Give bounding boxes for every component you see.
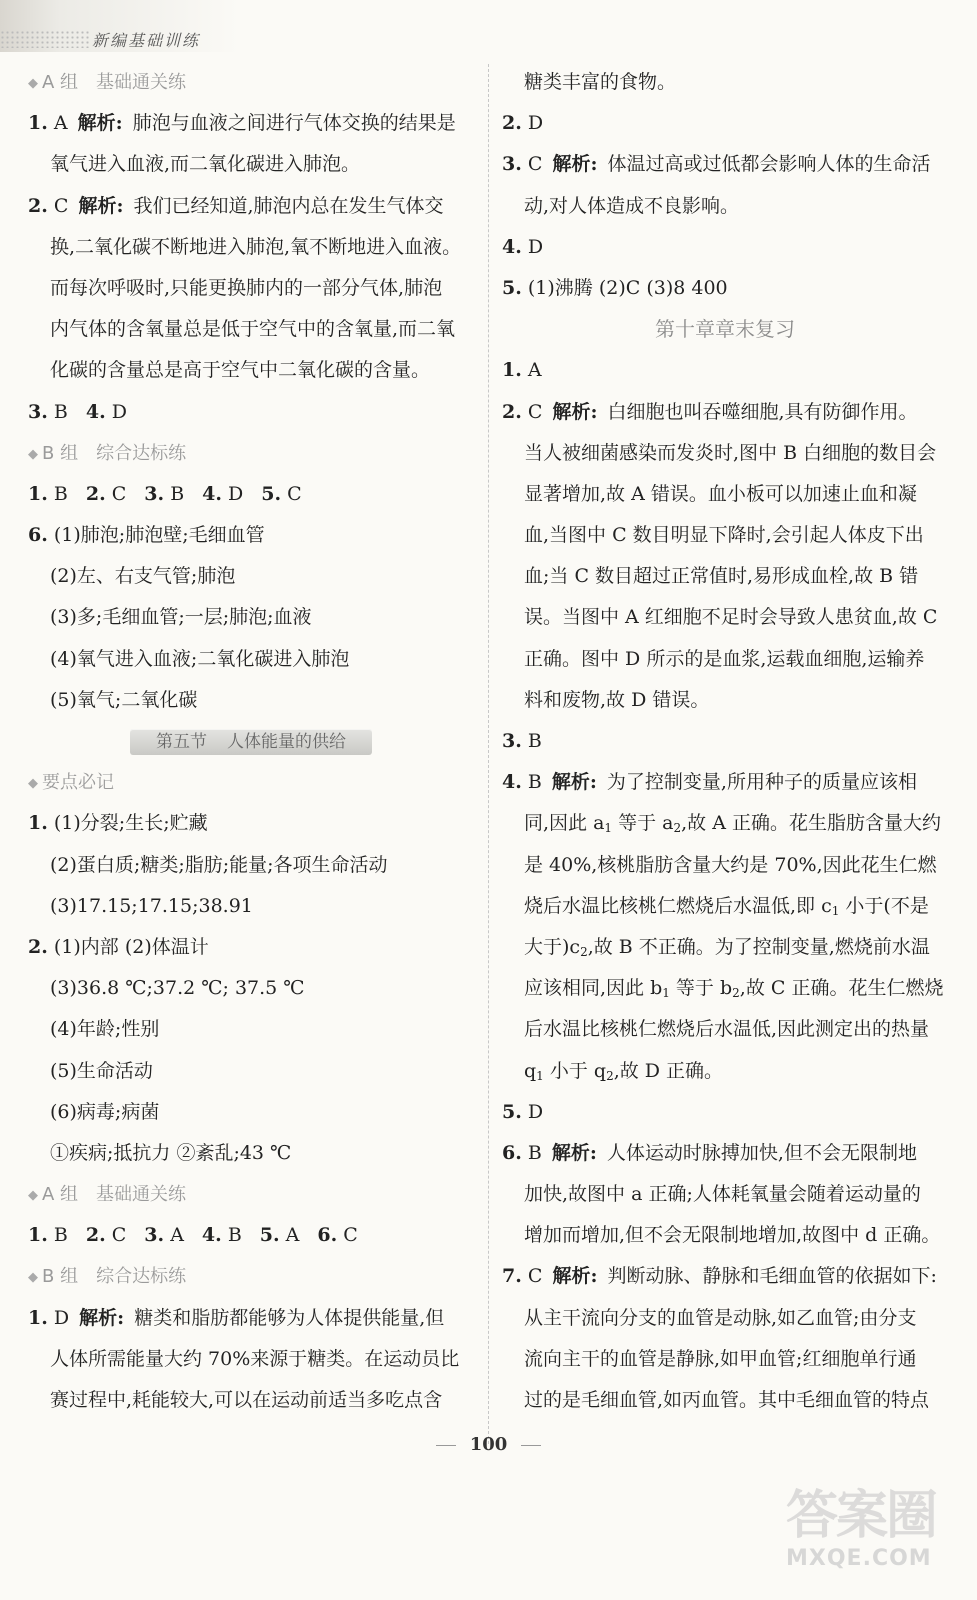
keypoints-heading: ◆ 要点必记 [28,772,114,794]
answer-line: 2. C 解析: 白细胞也叫吞噬细胞,具有防御作用。 [502,400,918,423]
answer-line: 1. A 解析: 肺泡与血液之间进行气体交换的结果是 [28,112,456,135]
answer-line: 正确。图中 D 所示的是血浆,运载血细胞,运输养 [524,647,925,670]
answer-line: 当人被细菌感染而发炎时,图中 B 白细胞的数目会 [524,441,937,464]
answer-line: 1. D 解析: 糖类和脂肪都能够为人体提供能量,但 [28,1306,445,1329]
answer-line: (3)36.8 ℃;37.2 ℃; 37.5 ℃ [50,977,305,1000]
header-dot-pattern [0,30,90,48]
answer-line: 加快,故图中 a 正确;人体耗氧量会随着运动量的 [524,1183,921,1206]
answer-line: (3)多;毛细血管;一层;肺泡;血液 [50,606,312,629]
answer-line: 糖类丰富的食物。 [524,71,677,93]
answer-line: 流向主干的血管是静脉,如甲血管;红细胞单行通 [524,1347,917,1370]
answer-line: 1. B 2. C 3. A 4. B 5. A 6. C [28,1224,358,1247]
answer-line: 3. B [502,730,542,752]
answer-line: 5. D [502,1100,544,1123]
answer-line: 5. (1)沸腾 (2)C (3)8 400 [502,276,728,299]
answer-line: 4. B 解析: 为了控制变量,所用种子的质量应该相 [502,771,917,794]
answer-line: 从主干流向分支的血管是动脉,如乙血管;由分支 [524,1306,917,1329]
answer-line: $q_1$ 小于 $q_2$,故 D 正确。 [524,1059,724,1083]
diamond-icon: ◆ [28,1188,38,1204]
answer-line: 7. C 解析: 判断动脉、静脉和毛细血管的依据如下: [502,1265,937,1288]
diamond-icon: ◆ [28,446,38,462]
answer-line: 内气体的含氧量总是低于空气中的含氧量,而二氧 [50,318,456,341]
answer-line: (5)生命活动 [50,1059,153,1082]
answer-line: 6. (1)肺泡;肺泡壁;毛细血管 [28,524,265,547]
answer-line: 赛过程中,耗能较大,可以在运动前适当多吃点含 [50,1389,443,1411]
answer-line: 2. C 解析: 我们已经知道,肺泡内总在发生气体交 [28,194,444,217]
answer-line: 大于)$c_2$,故 B 不正确。为了控制变量,燃烧前水温 [524,935,930,959]
answer-line: 换,二氧化碳不断地进入肺泡,氧不断地进入血液。 [50,235,462,258]
answer-line: 显著增加,故 A 错误。血小板可以加速止血和凝 [524,482,917,505]
answer-line: 6. B 解析: 人体运动时脉搏加快,但不会无限制地 [502,1141,917,1164]
answer-line: 2. (1)内部 (2)体温计 [28,935,209,958]
page-number: 100 [0,1434,977,1455]
answer-line: 化碳的含量总是高于空气中二氧化碳的含量。 [50,359,431,382]
answer-line: (4)年龄;性别 [50,1018,160,1041]
answer-line: 4. D [502,235,544,258]
chapter-title: 第十章章末复习 [655,317,795,342]
group-heading: ◆ B 组 综合达标练 [28,442,187,464]
diamond-icon: ◆ [28,776,38,792]
group-heading: ◆ A 组 基础通关练 [28,1184,187,1206]
book-title: 新编基础训练 [92,31,201,50]
answer-line: (5)氧气;二氧化碳 [50,688,198,711]
answer-line: 人体所需能量大约 70%来源于糖类。在运动员比 [50,1347,460,1370]
answer-line: 应该相同,因此 $b_1$ 等于 $b_2$,故 C 正确。花生仁燃烧 [524,977,944,1001]
answer-line: 同,因此 $a_1$ 等于 $a_2$,故 A 正确。花生脂肪含量大约 [524,812,941,836]
group-heading: ◆ B 组 综合达标练 [28,1266,187,1288]
answer-line: (3)17.15;17.15;38.91 [50,894,253,917]
answer-line: 1. (1)分裂;生长;贮藏 [28,812,208,835]
answer-line: (6)病毒;病菌 [50,1100,160,1123]
diamond-icon: ◆ [28,1270,38,1286]
watermark-logo: 答案圈 MXQE.COM [786,1486,937,1571]
right-column [502,62,948,1421]
answer-line: 3. C 解析: 体温过高或过低都会影响人体的生命活 [502,153,931,176]
answer-line: 氧气进入血液,而二氧化碳进入肺泡。 [50,153,361,176]
answer-line: 血;当 C 数目超过正常值时,易形成血栓,故 B 错 [524,565,919,588]
answer-line: 后水温比核桃仁燃烧后水温低,因此测定出的热量 [524,1018,930,1041]
answer-line: 而每次呼吸时,只能更换肺内的一部分气体,肺泡 [50,276,443,299]
answer-line: 烧后水温比核桃仁燃烧后水温低,即 $c_1$ 小于(不是 [524,894,929,918]
answer-line: 3. B 4. D [28,400,127,423]
column-divider [488,64,489,1444]
answer-line: 动,对人体造成不良影响。 [524,194,740,217]
answer-line: 是 40%,核桃脂肪含量大约是 70%,因此花生仁燃 [524,853,937,876]
section-banner: 第五节 人体能量的供给 [130,729,372,755]
answer-line: 增加而增加,但不会无限制地增加,故图中 d 正确。 [524,1224,941,1247]
answer-line: (4)氧气进入血液;二氧化碳进入肺泡 [50,647,350,670]
diamond-icon: ◆ [28,76,38,91]
section-heading [28,721,474,762]
left-column [28,62,474,1421]
answer-line: 血,当图中 C 数目明显下降时,会引起人体皮下出 [524,524,924,547]
answer-line: 误。当图中 A 红细胞不足时会导致人患贫血,故 C [524,606,938,629]
answer-line: 1. A [502,359,542,382]
answer-line: (2)左、右支气管;肺泡 [50,565,236,588]
page-header [0,0,977,52]
answer-line: 料和废物,故 D 错误。 [524,688,710,711]
group-heading: ◆ A 组 基础通关练 [28,72,187,93]
answer-line: 过的是毛细血管,如丙血管。其中毛细血管的特点 [524,1389,930,1411]
answer-line: 2. D [502,112,544,135]
answer-line: 1. B 2. C 3. B 4. D 5. C [28,482,302,505]
answer-line: ①疾病;抵抗力 ②紊乱;43 ℃ [50,1141,292,1164]
answer-line: (2)蛋白质;糖类;脂肪;能量;各项生命活动 [50,853,388,876]
